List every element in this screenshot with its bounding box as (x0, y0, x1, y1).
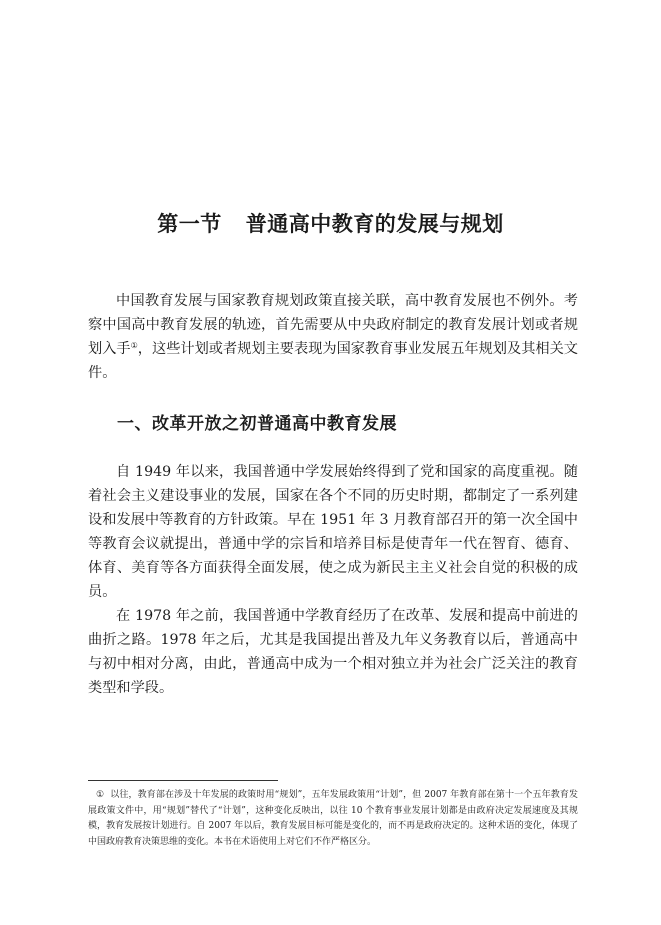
section-title-text: 普通高中教育的发展与规划 (245, 212, 504, 236)
section-title (0, 208, 661, 238)
footnote-number: ① (96, 790, 105, 800)
footnote-divider (88, 780, 278, 781)
footnote-text: 以往，教育部在涉及十年发展的政策时用“规划”，五年发展政策用“计划”，但 2007 年教育部在第十一个五年教育发展政策文件中，用“规划”替代了“计划”，这种变化反映出，以往 10 个教育事业发展计划都是由政府决定发展速度及其规模，教育发展按计划进行。自 2007 年以后，教育发展目标可能是变化的，而不再是政府决定的。这种术语的变化，体现了中国政府教育决策思维的变化。本书在术语使用上对它们不作严格区分。 (88, 790, 578, 847)
body-paragraph: 自 1949 年以来，我国普通中学发展始终得到了党和国家的高度重视。随着社会主义建设事业的发展，国家在各个不同的历史时期，都制定了一系列建设和发展中等教育的方针政策。早在 1951 年 3 月教育部召开的第一次全国中等教育会议就提出，普通中学的宗旨和培养目标是使青年一代在智育、德育、体育、美育等各方面获得全面发展，使之成为新民主主义社会自觉的积极的成员。 (88, 464, 578, 600)
body-paragraph: 在 1978 年之前，我国普通中学教育经历了在改革、发展和提高中前进的曲折之路。1978 年之后，尤其是我国提出普及九年义务教育以后，普通高中与初中相对分离，由此，普通高中成为一个相对独立并为社会广泛关注的教育类型和学段。 (88, 608, 578, 696)
intro-block (88, 289, 578, 385)
subsection-body (88, 460, 578, 700)
section-number: 第一节 (157, 212, 222, 236)
footnote-reference[interactable]: ① (130, 341, 138, 350)
footnote (88, 788, 578, 850)
intro-paragraph: 中国教育发展与国家教育规划政策直接关联，高中教育发展也不例外。考察中国高中教育发展的轨迹，首先需要从中央政府制定的教育发展计划或者规划入手①，这些计划或者规划主要表现为国家教育事业发展五年规划及其相关文件。 (88, 293, 578, 381)
subsection-heading: 一、改革开放之初普通高中教育发展 (117, 414, 397, 434)
